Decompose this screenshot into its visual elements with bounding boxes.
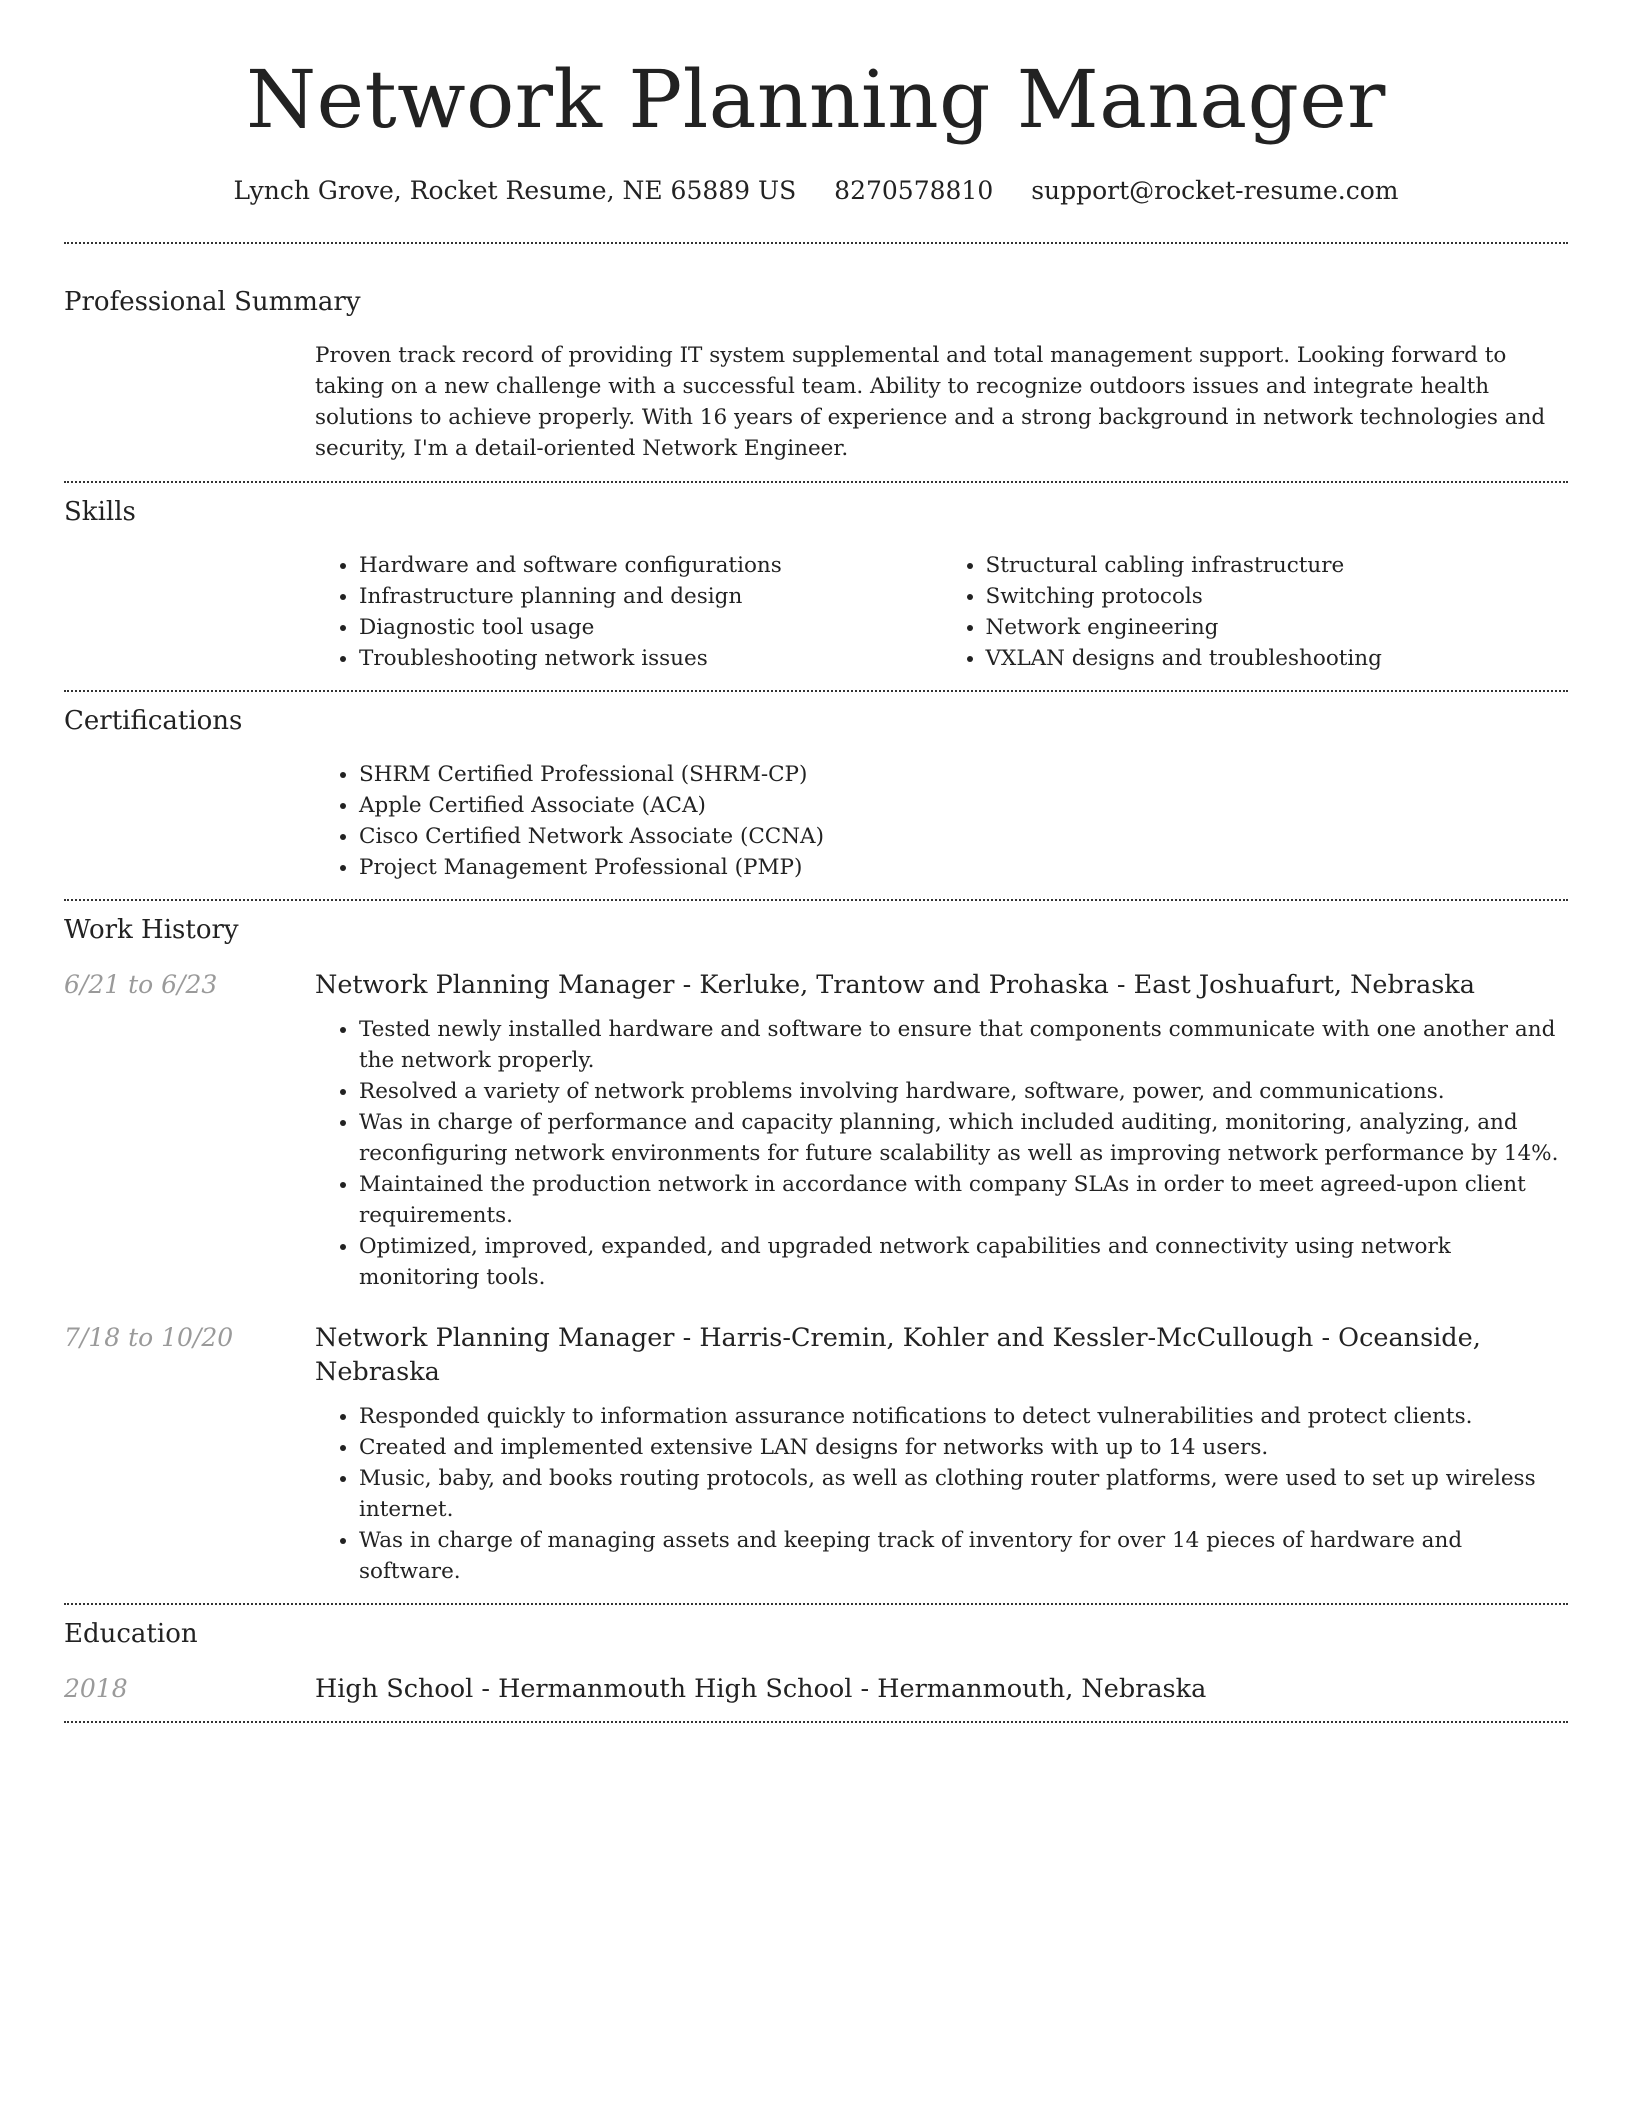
job-bullet: • Maintained the production network in accordance with company SLAs in order to meet agreed-upon client requirements. xyxy=(359,1169,1568,1231)
certification-item: • Cisco Certified Network Associate (CCNA) xyxy=(359,821,1568,852)
job-bullet: • Was in charge of performance and capacity planning, which included auditing, monitoring, analyzing, and reconfiguring network environments for future scalability as well as improving network performance by 14%. xyxy=(359,1107,1568,1169)
contact-line xyxy=(64,174,1568,208)
skill-item: • Diagnostic tool usage xyxy=(359,612,942,643)
education-heading: Education xyxy=(64,1619,198,1649)
skill-item: • VXLAN designs and troubleshooting xyxy=(986,643,1569,674)
job-bullet: • Responded quickly to information assurance notifications to detect vulnerabilities and protect clients. xyxy=(359,1401,1568,1432)
job-bullet: • Created and implemented extensive LAN designs for networks with up to 14 users. xyxy=(359,1432,1568,1463)
education-section xyxy=(64,1605,1568,1706)
job-title: Network Planning Manager - Harris-Cremin, Kohler and Kessler-McCullough - Oceanside, Nebraska xyxy=(315,1323,1481,1387)
job-body xyxy=(315,1321,1568,1587)
skills-list-right xyxy=(942,550,1569,674)
education-date: 2018 xyxy=(64,1674,128,1703)
job-bullets xyxy=(315,1401,1568,1587)
job-entry xyxy=(64,968,1568,1293)
skill-item: • Hardware and software configurations xyxy=(359,550,942,581)
job-entry xyxy=(64,1321,1568,1587)
job-dates: 7/18 to 10/20 xyxy=(64,1323,234,1352)
work-heading: Work History xyxy=(64,915,239,945)
skill-item: • Switching protocols xyxy=(986,581,1569,612)
job-bullet: • Resolved a variety of network problems involving hardware, software, power, and communications. xyxy=(359,1076,1568,1107)
skills-section xyxy=(64,483,1568,674)
contact-phone: 8270578810 xyxy=(834,176,994,205)
resume-name: Network Planning Manager xyxy=(246,53,1386,146)
job-bullet: • Optimized, improved, expanded, and upgraded network capabilities and connectivity using network monitoring tools. xyxy=(359,1231,1568,1293)
job-bullet: • Tested newly installed hardware and software to ensure that components communicate with one another and the network properly. xyxy=(359,1014,1568,1076)
education-divider xyxy=(64,1721,1568,1723)
job-title: Network Planning Manager - Kerluke, Trantow and Prohaska - East Joshuafurt, Nebraska xyxy=(315,970,1475,1000)
work-section xyxy=(64,901,1568,1603)
certification-item: • Project Management Professional (PMP) xyxy=(359,852,1568,883)
job-dates: 6/21 to 6/23 xyxy=(64,970,218,999)
contact-address: Lynch Grove, Rocket Resume, NE 65889 US xyxy=(233,176,797,205)
certifications-list xyxy=(315,759,1568,883)
skills-heading: Skills xyxy=(64,497,136,527)
skills-grid xyxy=(315,550,1568,674)
education-title: High School - Hermanmouth High School - Hermanmouth, Nebraska xyxy=(315,1674,1207,1704)
skill-item: • Infrastructure planning and design xyxy=(359,581,942,612)
contact-email: support@rocket-resume.com xyxy=(1031,176,1399,205)
summary-heading: Professional Summary xyxy=(64,287,361,317)
education-body xyxy=(315,1672,1568,1706)
job-bullet: • Was in charge of managing assets and keeping track of inventory for over 14 pieces of hardware and software. xyxy=(359,1525,1568,1587)
skills-list-left xyxy=(315,550,942,674)
skill-item: • Network engineering xyxy=(986,612,1569,643)
job-bullets xyxy=(315,1014,1568,1293)
certifications-heading: Certifications xyxy=(64,706,243,736)
skill-item: • Structural cabling infrastructure xyxy=(986,550,1569,581)
summary-section xyxy=(64,244,1568,464)
certifications-section xyxy=(64,692,1568,883)
summary-text: Proven track record of providing IT system supplemental and total management support. Looking forward to taking on a new challenge with a successful team. Ability to recognize outdoors issues and integrate health solutions to achieve properly. With 16 years of experience and a strong background in network technologies and security, I'm a detail-oriented Network Engineer. xyxy=(315,343,1546,461)
job-body xyxy=(315,968,1568,1293)
job-bullet: • Music, baby, and books routing protocols, as well as clothing router platforms, were used to set up wireless internet. xyxy=(359,1463,1568,1525)
skill-item: • Troubleshooting network issues xyxy=(359,643,942,674)
education-entry xyxy=(64,1672,1568,1706)
certifications-list-wrap xyxy=(315,759,1568,883)
certification-item: • Apple Certified Associate (ACA) xyxy=(359,790,1568,821)
certification-item: • SHRM Certified Professional (SHRM-CP) xyxy=(359,759,1568,790)
